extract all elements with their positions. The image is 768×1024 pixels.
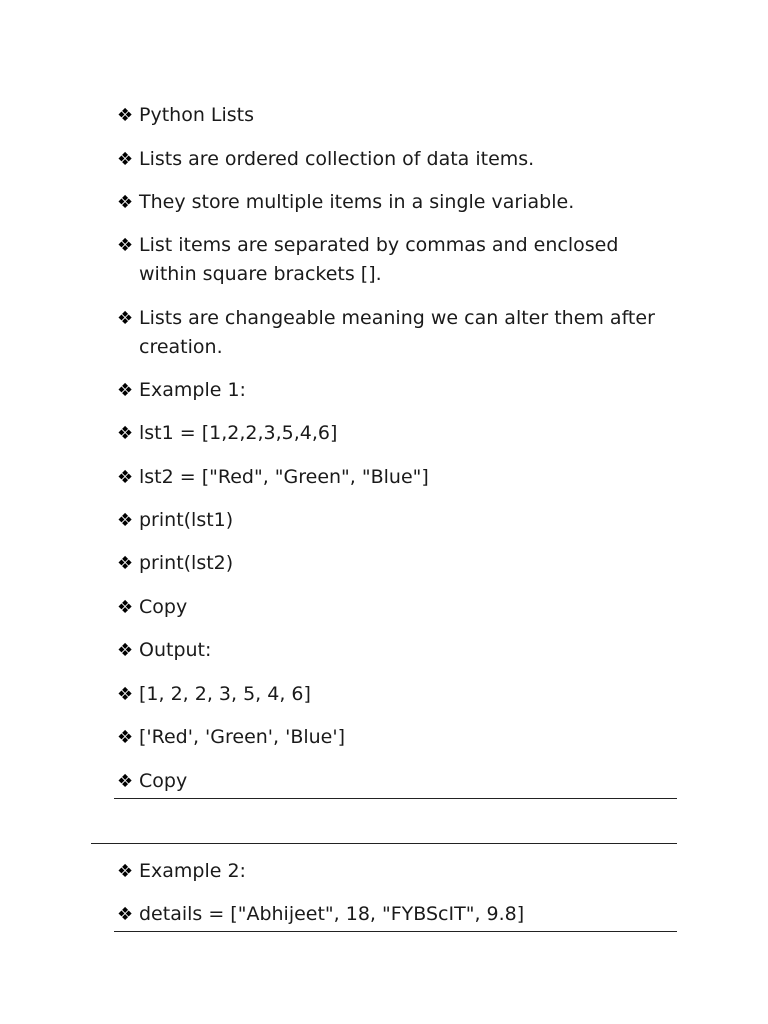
diamond-bullet-icon: ❖ <box>117 771 134 792</box>
list-item-text: Lists are ordered collection of data items. <box>139 148 535 170</box>
list-item-text: print(lst2) <box>139 552 234 574</box>
list-item <box>117 593 677 622</box>
diamond-bullet-icon: ❖ <box>117 510 134 531</box>
diamond-bullet-icon: ❖ <box>117 597 134 618</box>
list-item-text: List items are separated by commas and enclosed within square brackets []. <box>139 234 625 285</box>
diamond-bullet-icon: ❖ <box>117 235 134 256</box>
list-item-text: [1, 2, 2, 3, 5, 4, 6] <box>139 683 311 705</box>
list-item-text: ['Red', 'Green', 'Blue'] <box>139 726 346 748</box>
list-item <box>117 767 677 796</box>
diamond-bullet-icon: ❖ <box>117 192 134 213</box>
list-item <box>117 636 677 665</box>
list-item-text: lst1 = [1,2,2,3,5,4,6] <box>139 422 338 444</box>
list-item-text: Python Lists <box>139 104 255 126</box>
list-item-text: Copy <box>139 596 188 618</box>
diamond-bullet-icon: ❖ <box>117 308 134 329</box>
list-item-text: Copy <box>139 770 188 792</box>
diamond-bullet-icon: ❖ <box>117 149 134 170</box>
diamond-bullet-icon: ❖ <box>117 861 134 882</box>
list-item <box>117 304 677 362</box>
list-item-text: print(lst1) <box>139 509 234 531</box>
list-item <box>117 145 677 174</box>
diamond-bullet-icon: ❖ <box>117 105 134 126</box>
list-item <box>117 231 677 289</box>
list-item-text: lst2 = ["Red", "Green", "Blue"] <box>139 466 429 488</box>
list-item <box>117 419 677 448</box>
diamond-bullet-icon: ❖ <box>117 640 134 661</box>
list-item <box>117 900 677 929</box>
list-item <box>117 463 677 492</box>
list-item-text: Example 1: <box>139 379 246 401</box>
list-item <box>117 376 677 405</box>
list-item <box>117 101 677 130</box>
diamond-bullet-icon: ❖ <box>117 467 134 488</box>
diamond-bullet-icon: ❖ <box>117 684 134 705</box>
list-item-text: Example 2: <box>139 860 246 882</box>
list-item <box>117 680 677 709</box>
list-item-text: Output: <box>139 639 212 661</box>
divider <box>114 931 677 932</box>
list-item <box>117 506 677 535</box>
list-item <box>117 857 677 886</box>
diamond-bullet-icon: ❖ <box>117 423 134 444</box>
diamond-bullet-icon: ❖ <box>117 553 134 574</box>
list-item <box>117 188 677 217</box>
diamond-bullet-icon: ❖ <box>117 727 134 748</box>
list-item-text: They store multiple items in a single variable. <box>139 191 575 213</box>
list-item-text: details = ["Abhijeet", 18, "FYBScIT", 9.8] <box>139 903 525 925</box>
diamond-bullet-icon: ❖ <box>117 380 134 401</box>
diamond-bullet-icon: ❖ <box>117 904 134 925</box>
list-item <box>117 549 677 578</box>
list-item-text: Lists are changeable meaning we can alter them after creation. <box>139 307 661 358</box>
list-item <box>117 723 677 752</box>
divider <box>91 843 677 844</box>
divider <box>114 798 677 799</box>
